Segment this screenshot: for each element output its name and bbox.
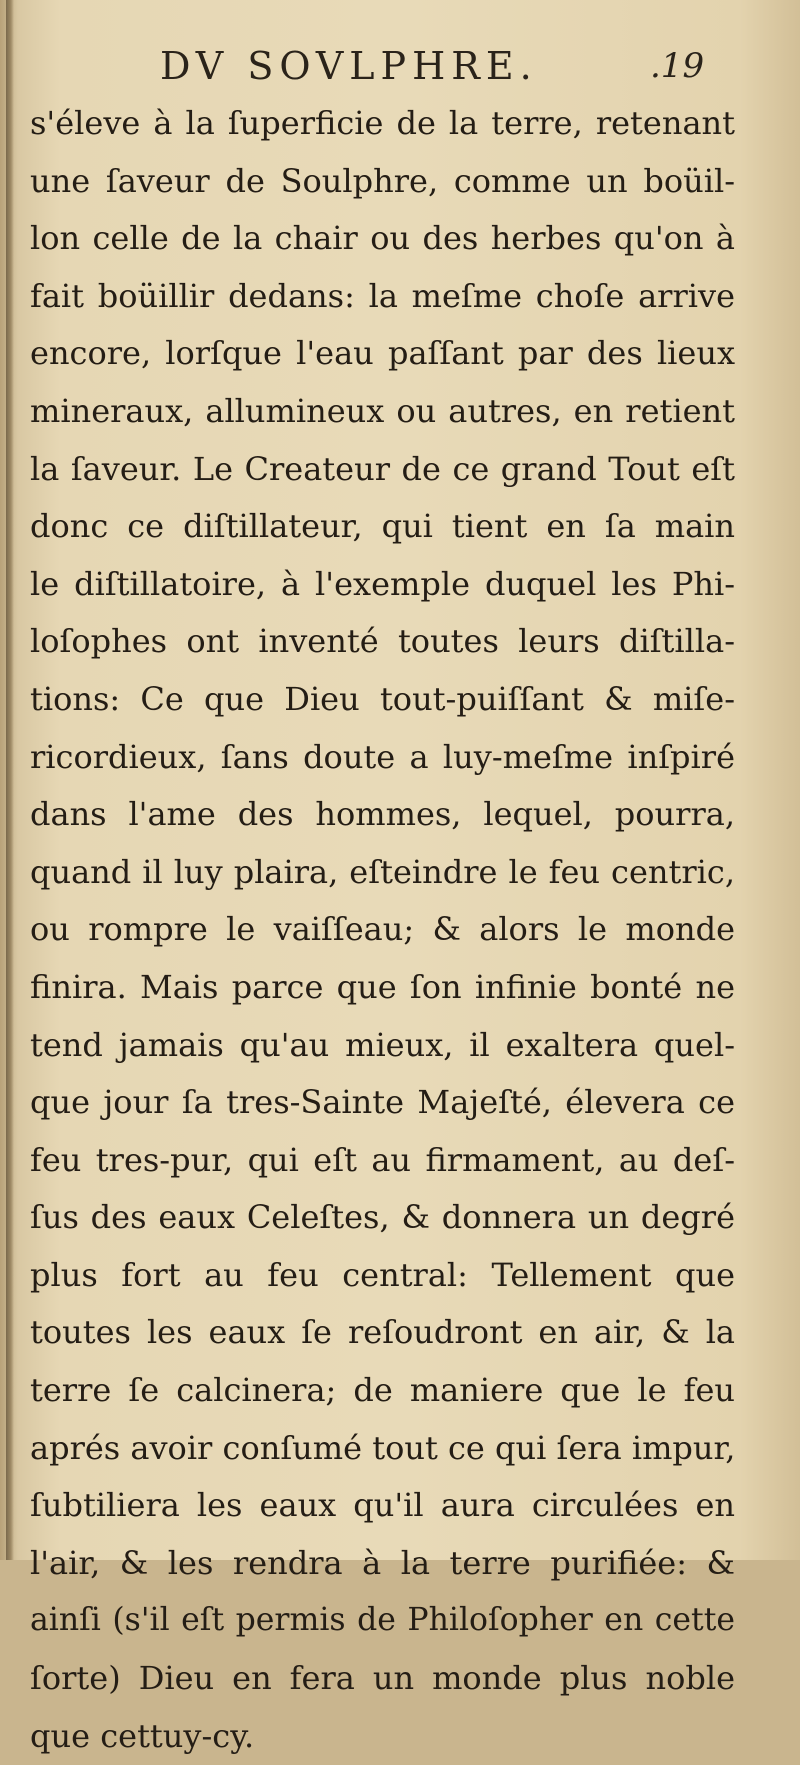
text-line: loſophes ont inventé toutes leurs diſtilla- <box>30 622 735 661</box>
text-line: ſorte) Dieu en fera un monde plus noble <box>30 1659 735 1698</box>
text-line: toutes les eaux ſe reſoudront en air, & la <box>30 1313 735 1352</box>
text-line: la ſaveur. Le Createur de ce grand Tout eſt <box>30 449 735 488</box>
text-line: ainſi (s'il eſt permis de Philoſopher en cette <box>30 1602 735 1639</box>
text-line: donc ce diſtillateur, qui tient en ſa main <box>30 507 735 546</box>
text-line: feu tres-pur, qui eſt au firmament, au deſ- <box>30 1140 735 1179</box>
page-number: .19 <box>650 46 705 86</box>
text-line: tions: Ce que Dieu tout-puiſſant & miſe- <box>30 679 735 718</box>
text-line: l'air, & les rendra à la terre purifiée: & <box>30 1543 735 1582</box>
binding-gutter <box>6 0 14 1560</box>
text-line: plus fort au feu central: Tellement que <box>30 1255 735 1294</box>
text-line: finira. Mais parce que ſon infinie bonté ne <box>30 967 735 1006</box>
text-line: mineraux, allumineux ou autres, en retient <box>30 391 735 430</box>
text-line: s'éleve à la ſuperficie de la terre, retenant <box>30 104 735 142</box>
running-head: DV SOVLPHRE. <box>160 44 538 88</box>
text-line: aprés avoir conſumé tout ce qui ſera impur, <box>30 1428 736 1467</box>
text-line: lon celle de la chair ou des herbes qu'on à <box>30 219 735 258</box>
text-line: fait boüillir dedans: la meſme choſe arrive <box>30 276 735 315</box>
text-line: une ſaveur de Soulphre, comme un boüil- <box>30 161 735 200</box>
text-line: dans l'ame des hommes, lequel, pourra, <box>30 795 735 834</box>
text-line: encore, lorſque l'eau paſſant par des lieux <box>30 334 735 373</box>
text-line: terre ſe calcinera; de maniere que le feu <box>30 1371 735 1410</box>
text-line: ou rompre le vaiſſeau; & alors le monde <box>30 910 735 949</box>
text-line: quand il luy plaira, eſteindre le feu centric, <box>30 852 735 891</box>
text-line: ſus des eaux Celeſtes, & donnera un degré <box>30 1198 735 1237</box>
text-line-final: que cettuy-cy. <box>30 1716 255 1755</box>
text-line: ſubtiliera les eaux qu'il aura circulées en <box>30 1486 735 1525</box>
text-line: ricordieux, ſans doute a luy-meſme inſpiré <box>30 737 735 776</box>
text-line: que jour ſa tres-Sainte Majeſté, élevera ce <box>30 1083 735 1122</box>
text-line: le diſtillatoire, à l'exemple duquel les Phi- <box>30 564 735 603</box>
body-text <box>30 95 735 1765</box>
text-line: tend jamais qu'au mieux, il exaltera quel- <box>30 1025 735 1064</box>
